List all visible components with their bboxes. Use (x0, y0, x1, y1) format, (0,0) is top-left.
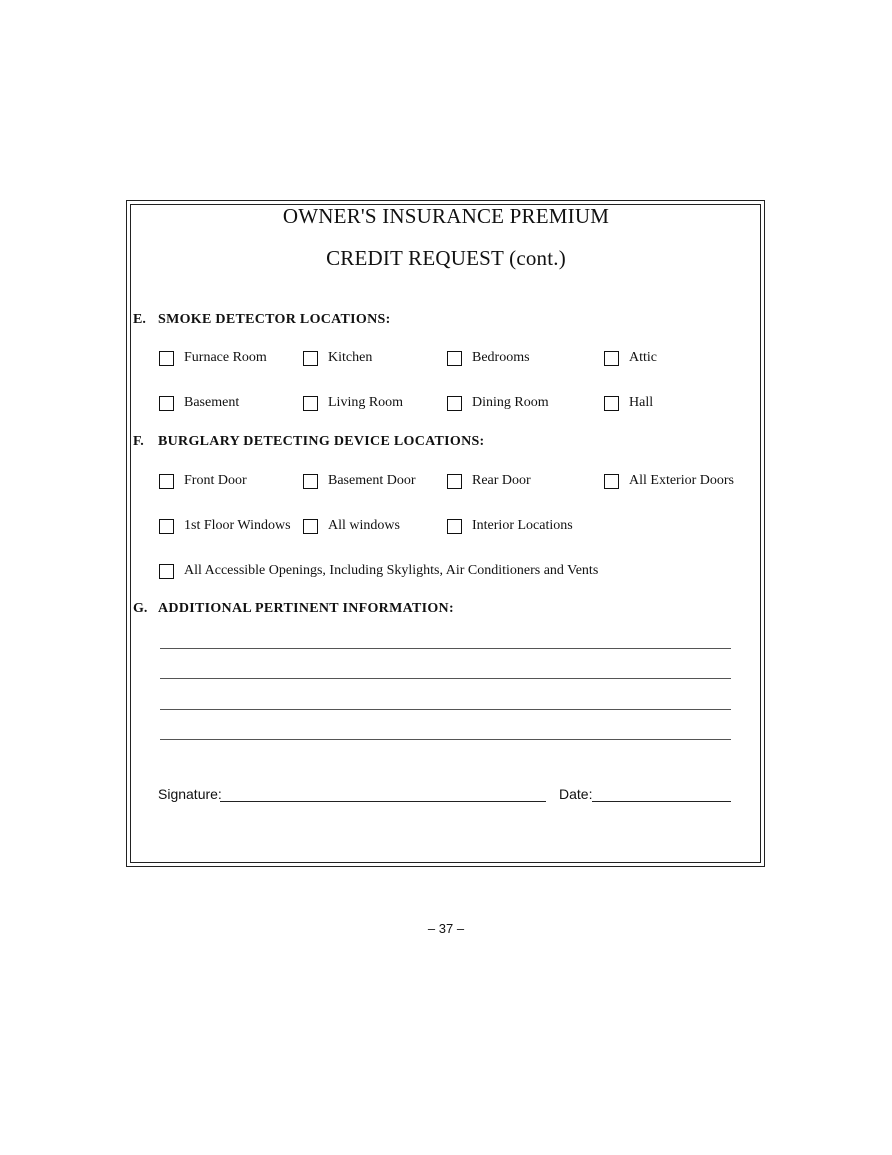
checkbox[interactable] (447, 519, 462, 534)
option-label: 1st Floor Windows (184, 518, 291, 533)
option-attic[interactable] (604, 348, 657, 368)
section-e-heading: SMOKE DETECTOR LOCATIONS: (158, 312, 391, 327)
checkbox[interactable] (303, 351, 318, 366)
option-label: Living Room (328, 395, 404, 410)
section-e-letter: E. (133, 312, 146, 327)
option-front-door[interactable] (159, 471, 247, 491)
option-living-room[interactable] (303, 393, 403, 413)
option-dining-room[interactable] (447, 393, 549, 413)
option-label: Hall (629, 395, 654, 410)
form-title-line-2: CREDIT REQUEST (cont.) (326, 246, 566, 270)
date-line[interactable] (592, 801, 731, 802)
option-all-accessible-openings[interactable] (159, 561, 598, 581)
option-label: All windows (328, 518, 400, 533)
option-furnace-room[interactable] (159, 348, 267, 368)
info-write-line-1[interactable] (160, 648, 731, 649)
option-hall[interactable] (604, 393, 653, 413)
option-interior-locations[interactable] (447, 516, 573, 536)
page-number: – 37 – (427, 921, 465, 936)
info-write-line-2[interactable] (160, 678, 731, 679)
signature-label: Signature: (158, 786, 222, 802)
option-label: Rear Door (472, 473, 531, 488)
checkbox[interactable] (159, 519, 174, 534)
option-1st-floor-windows[interactable] (159, 516, 291, 536)
option-label: Interior Locations (472, 518, 573, 533)
option-label: All Accessible Openings, Including Skylights, Air Conditioners and Vents (184, 563, 599, 578)
option-kitchen[interactable] (303, 348, 372, 368)
option-label: Basement Door (328, 473, 416, 488)
checkbox[interactable] (159, 396, 174, 411)
checkbox[interactable] (604, 474, 619, 489)
checkbox[interactable] (447, 474, 462, 489)
signature-line[interactable] (220, 801, 546, 802)
option-label: Dining Room (472, 395, 549, 410)
option-rear-door[interactable] (447, 471, 531, 491)
option-label: Kitchen (328, 350, 373, 365)
section-f-letter: F. (133, 434, 144, 449)
option-basement[interactable] (159, 393, 239, 413)
option-label: Basement (184, 395, 240, 410)
option-basement-door[interactable] (303, 471, 415, 491)
form-title-line-1: OWNER'S INSURANCE PREMIUM (282, 204, 610, 228)
checkbox[interactable] (159, 474, 174, 489)
option-all-windows[interactable] (303, 516, 400, 536)
option-all-exterior-doors[interactable] (604, 471, 734, 491)
option-label: Furnace Room (184, 350, 267, 365)
checkbox[interactable] (604, 396, 619, 411)
option-label: Bedrooms (472, 350, 530, 365)
info-write-line-3[interactable] (160, 709, 731, 710)
section-f-heading: BURGLARY DETECTING DEVICE LOCATIONS: (158, 434, 485, 449)
checkbox[interactable] (303, 474, 318, 489)
checkbox[interactable] (604, 351, 619, 366)
checkbox[interactable] (159, 564, 174, 579)
date-label: Date: (559, 786, 593, 802)
checkbox[interactable] (303, 519, 318, 534)
option-label: Attic (629, 350, 657, 365)
checkbox[interactable] (303, 396, 318, 411)
option-bedrooms[interactable] (447, 348, 530, 368)
info-write-line-4[interactable] (160, 739, 731, 740)
checkbox[interactable] (447, 396, 462, 411)
section-g-heading: ADDITIONAL PERTINENT INFORMATION: (158, 601, 454, 616)
option-label: Front Door (184, 473, 247, 488)
section-g-letter: G. (133, 601, 148, 616)
checkbox[interactable] (447, 351, 462, 366)
option-label: All Exterior Doors (629, 473, 734, 488)
checkbox[interactable] (159, 351, 174, 366)
